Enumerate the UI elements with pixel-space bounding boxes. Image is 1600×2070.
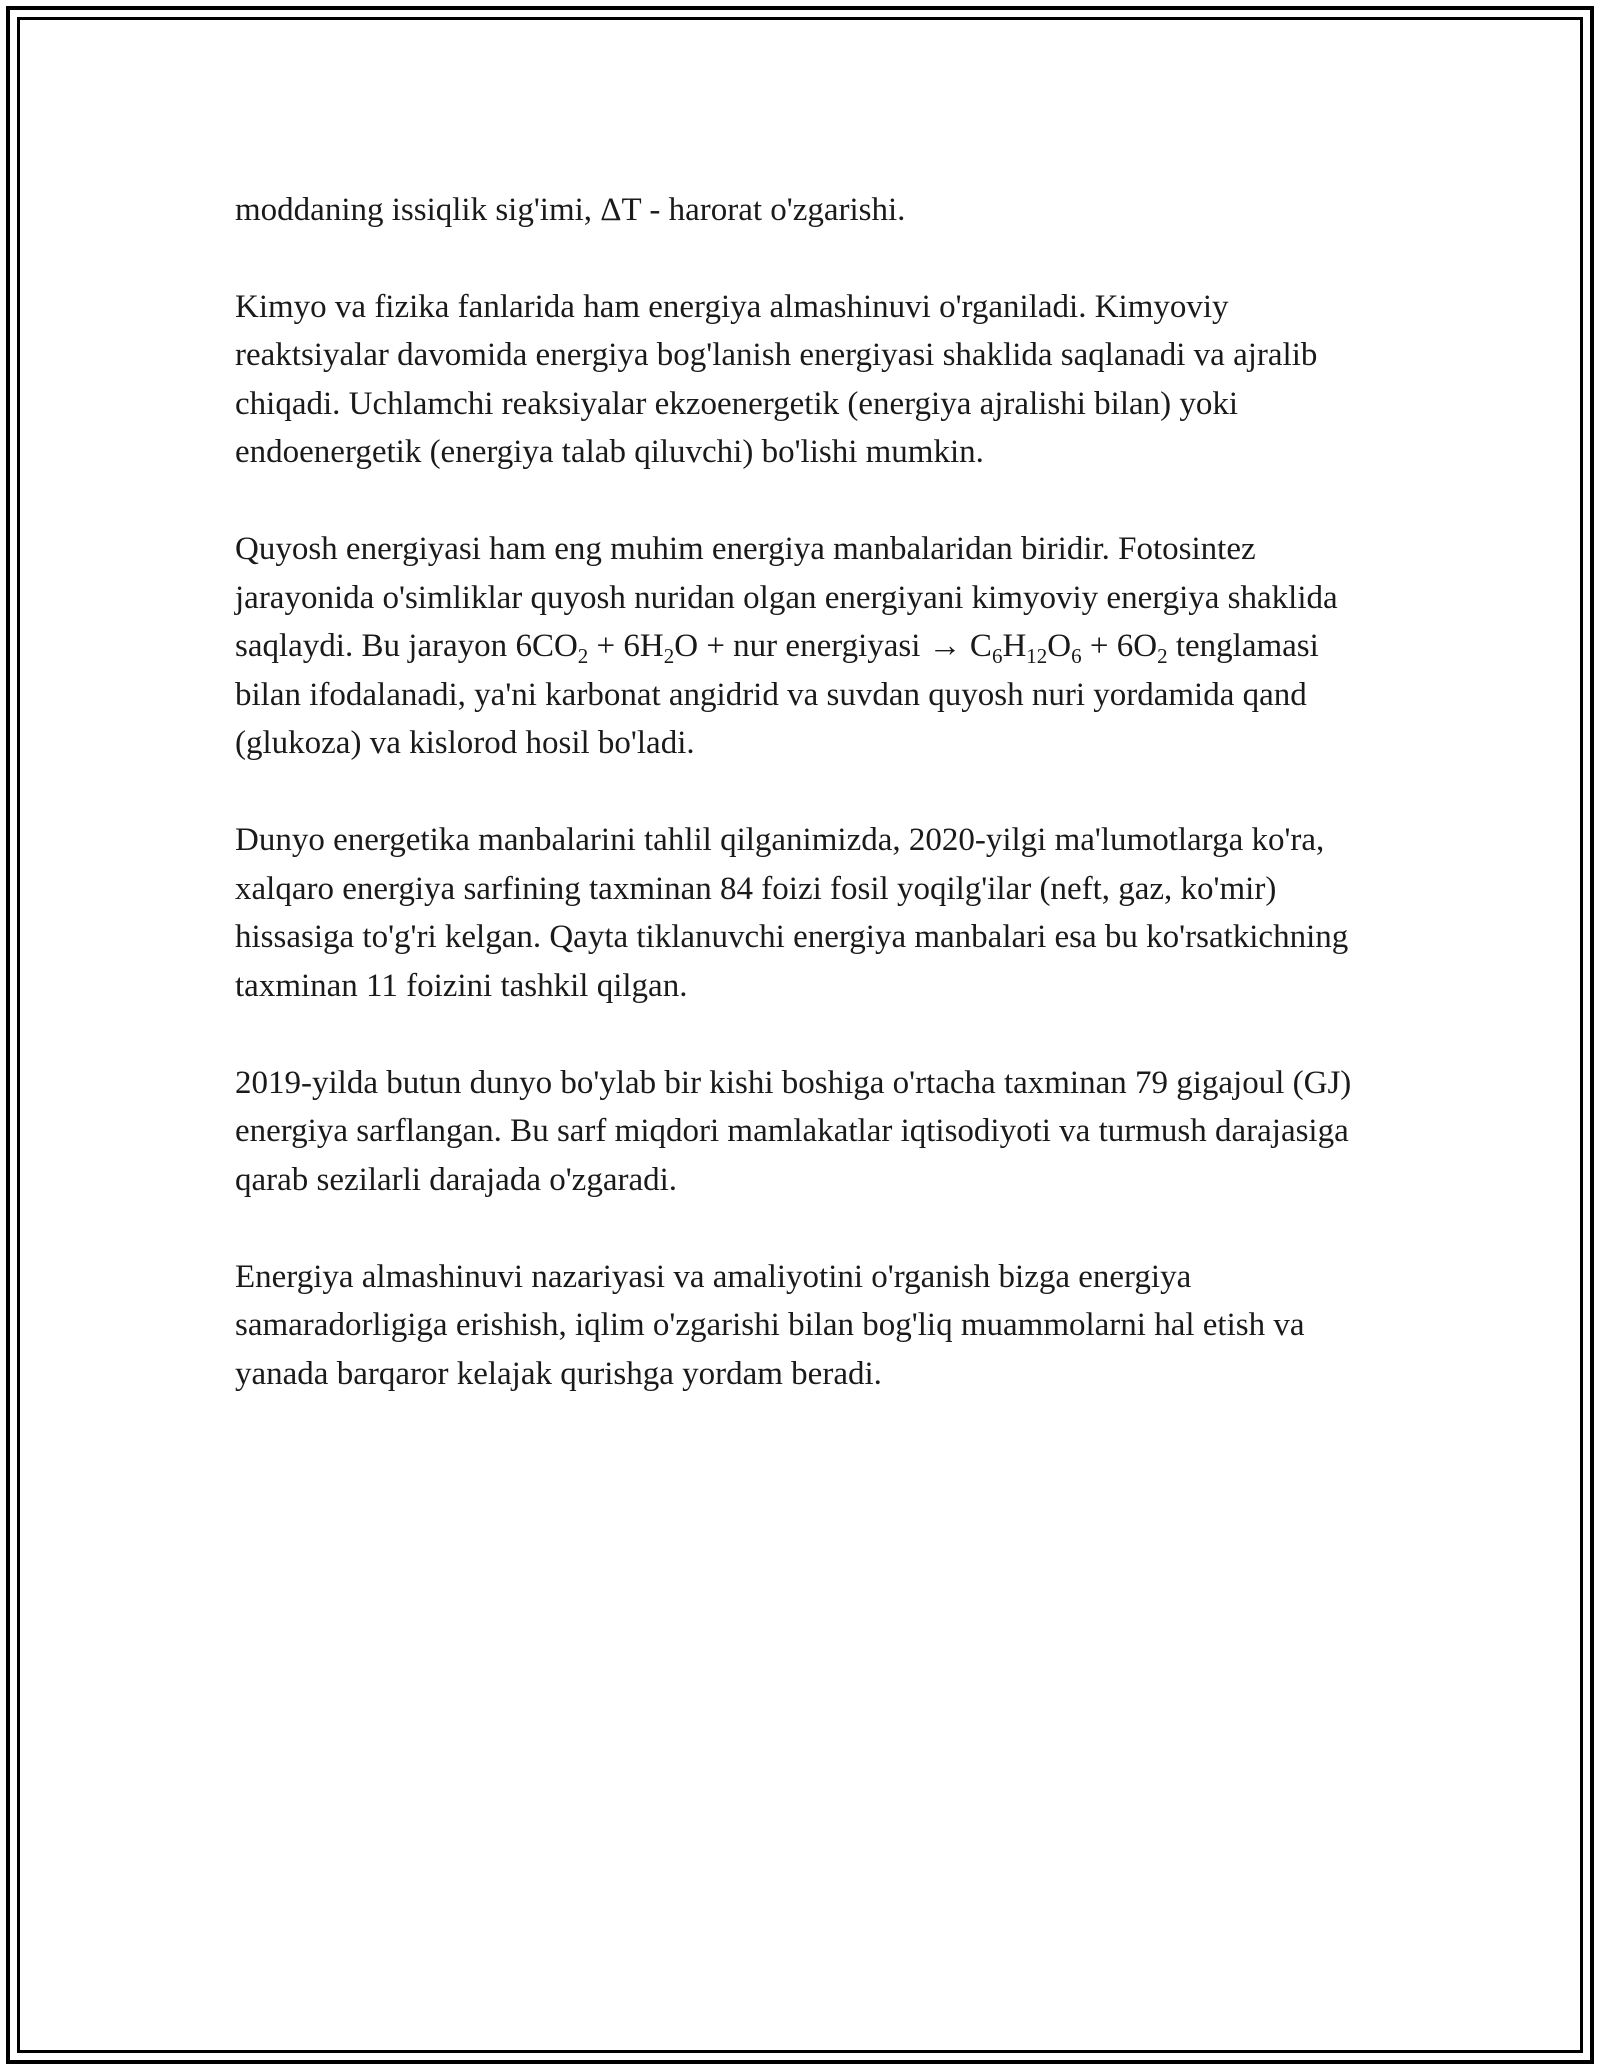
- paragraph-photosynthesis: [235, 525, 1385, 768]
- equation-co2: 6CO: [515, 628, 578, 664]
- photosynthesis-intro: Quyosh energiyasi ham eng muhim energiya manbalaridan biridir. Fotosintez jarayonida o'simliklar quyosh nuridan olgan energiyani kimyoviy energiya shaklida saqlaydi. Bu jarayon: [235, 531, 1338, 664]
- paragraph-heat-capacity: moddaning issiqlik sig'imi, ΔT - harorat o'zgarishi.: [235, 192, 906, 228]
- paragraph-chemistry-physics: Kimyo va fizika fanlarida ham energiya almashinuvi o'rganiladi. Kimyoviy reaktsiyalar davomida energiya bog'lanish energiyasi shaklida saqlanadi va ajralib chiqadi. Uchlamchi reaksiyalar ekzoenergetik (energiya ajralishi bilan) yoki endoenergetik (energiya talab qiluvchi) bo'lishi mumkin.: [235, 288, 1318, 470]
- photosynthesis-outro: tenglamasi bilan ifodalanadi, ya'ni karbonat angidrid va suvdan quyosh nuri yordamida qand (glukoza) va kislorod hosil bo'ladi.: [235, 628, 1319, 761]
- equation-h: H: [1002, 628, 1027, 664]
- equation-o2: + 6O: [1081, 628, 1158, 664]
- subscript: 12: [1026, 644, 1048, 668]
- paragraph-conclusion: Energiya almashinuvi nazariyasi va amaliyotini o'rganish bizga energiya samaradorligiga erishish, iqlim o'zgarishi bilan bog'liq muammolarni hal etish va yanada barqaror kelajak qurishga yordam beradi.: [235, 1258, 1305, 1392]
- subscript: 2: [663, 644, 675, 668]
- subscript: 2: [577, 644, 589, 668]
- document-body: [235, 186, 1385, 1447]
- paragraph-world-energy-sources: Dunyo energetika manbalarini tahlil qilganimizda, 2020-yilgi ma'lumotlarga ko'ra, xalqaro energiya sarfining taxminan 84 foizi fosil yoqilg'ilar (neft, gaz, ko'mir) hissasiga to'g'ri kelgan. Qayta tiklanuvchi energiya manbalari esa bu ko'rsatkichning taxminan 11 foizini tashkil qilgan.: [235, 822, 1349, 1004]
- equation-h2o: + 6H: [588, 628, 664, 664]
- subscript: 6: [991, 644, 1003, 668]
- equation-arrow-c: O + nur energiyasi → C: [674, 628, 992, 664]
- paragraph-per-capita-consumption: 2019-yilda butun dunyo bo'ylab bir kishi boshiga o'rtacha taxminan 79 gigajoul (GJ) energiya sarflangan. Bu sarf miqdori mamlakatlar iqtisodiyoti va turmush darajasiga qarab sezilarli darajada o'zgaradi.: [235, 1064, 1352, 1198]
- subscript: 2: [1157, 644, 1168, 668]
- equation-o: O: [1047, 628, 1072, 664]
- subscript: 6: [1071, 644, 1082, 668]
